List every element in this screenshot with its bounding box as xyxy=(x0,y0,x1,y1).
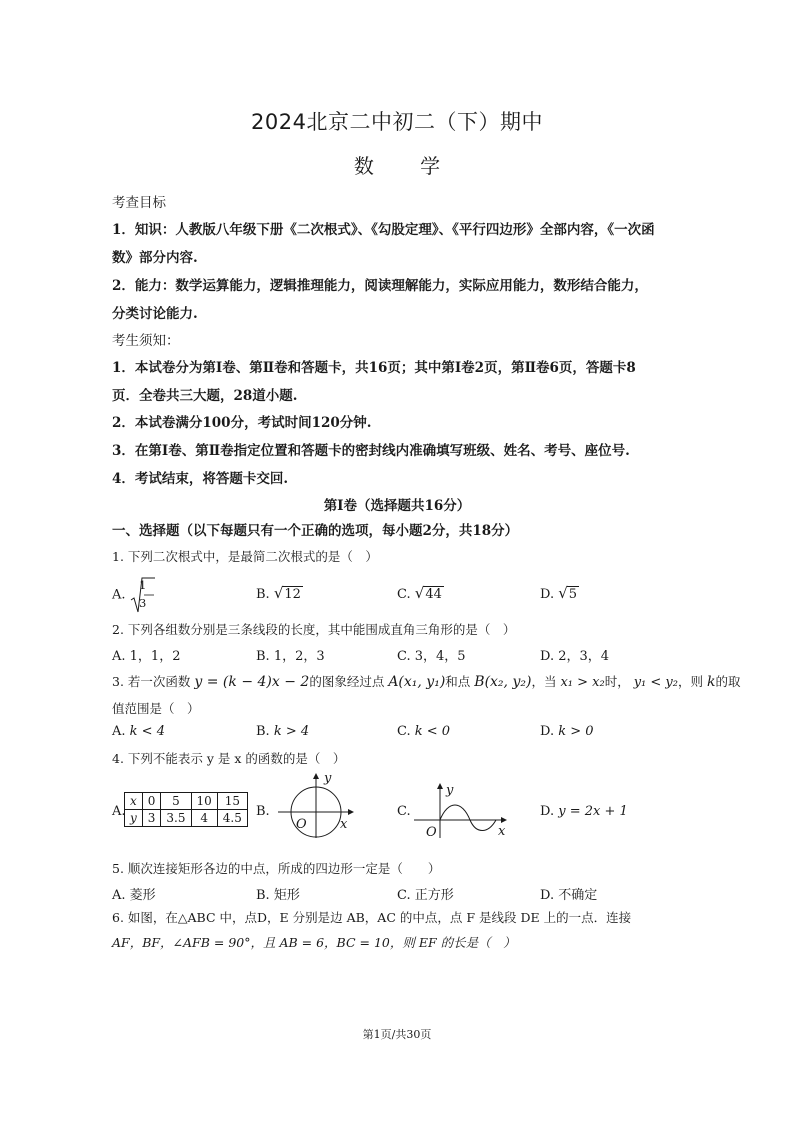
q3-text-g: 的取 xyxy=(715,674,741,689)
q3-text-b: 的图象经过点 xyxy=(309,674,385,689)
q4-b-origin-label: O xyxy=(296,817,307,832)
table-cell: 0 xyxy=(142,793,161,810)
q4-a-label[interactable]: A. xyxy=(112,804,126,819)
q3-function: y = (k − 4)x − 2 xyxy=(194,674,310,690)
q2-stem: 2. 下列各组数分别是三条线段的长度，其中能围成直角三角形的是（ ） xyxy=(112,622,516,637)
q3-b-expr: k > 4 xyxy=(273,724,310,739)
q1-option-c[interactable] xyxy=(397,584,444,602)
goal-2-line-b: 分类讨论能力. xyxy=(112,306,198,322)
table-row xyxy=(125,793,248,810)
q3-d-expr: k > 0 xyxy=(558,724,594,739)
table-row xyxy=(125,810,248,827)
q1-stem: 1. 下列二次根式中，是最简二次根式的是（ ） xyxy=(112,549,378,564)
page-title: 2024北京二中初二（下）期中 xyxy=(251,110,543,134)
goals-heading: 考查目标 xyxy=(112,195,166,211)
q2-option-a[interactable]: A. 1，1，2 xyxy=(112,649,181,664)
part-title: 第Ⅰ卷（选择题共16分） xyxy=(323,498,471,514)
q3-c-label: C. xyxy=(397,724,411,739)
q3-text-c: 和点 xyxy=(445,674,471,689)
q1-d-radical-icon: √ xyxy=(558,584,568,602)
q4-option-d[interactable] xyxy=(540,804,628,819)
goal-1-line-b: 数》部分内容. xyxy=(112,250,198,266)
q5-option-c[interactable]: C. 正方形 xyxy=(397,888,454,903)
q3-point-a: A(x₁, y₁) xyxy=(388,674,446,690)
notice-2: 2．本试卷满分100分，考试时间120分钟. xyxy=(112,415,372,431)
q3-condition-y: y₁ < y₂ xyxy=(633,675,678,690)
q5-stem: 5. 顺次连接矩形各边的中点，所成的四边形一定是（ ） xyxy=(112,861,441,876)
q1-a-denominator: 3 xyxy=(139,596,147,610)
q6-stem-line-1: 6. 如图，在△ABC 中，点D，E 分别是边 AB，AC 的中点，点 F 是线段 DE 上的一点．连接 xyxy=(112,910,632,925)
q1-c-radical-icon: √ xyxy=(414,584,425,602)
q3-option-c[interactable] xyxy=(397,724,450,739)
notice-3: 3．在第Ⅰ卷、第Ⅱ卷指定位置和答题卡的密封线内准确填写班级、姓名、考号、座位号. xyxy=(112,443,630,459)
q4-b-x-label: x xyxy=(340,817,348,832)
table-cell: 3.5 xyxy=(161,810,191,827)
q4-b-circle-graph xyxy=(268,770,358,840)
table-cell: 4 xyxy=(191,810,217,827)
q4-c-wave-graph xyxy=(410,778,510,840)
notice-heading: 考生须知： xyxy=(112,333,180,349)
q2-option-b[interactable]: B. 1，2，3 xyxy=(256,649,325,664)
q5-option-d[interactable]: D. 不确定 xyxy=(540,888,598,903)
q2-option-d[interactable]: D. 2，3，4 xyxy=(540,649,610,664)
q3-option-d[interactable] xyxy=(540,724,594,739)
q5-option-b[interactable]: B. 矩形 xyxy=(256,888,300,903)
goal-2-line-a: 2．能力：数学运算能力，逻辑推理能力，阅读理解能力，实际应用能力，数形结合能力， xyxy=(112,278,648,294)
q3-text-f: ，则 xyxy=(677,674,703,689)
q1-b-radical-icon: √ xyxy=(273,584,284,602)
q6-stem-line-2: AF，BF，∠AFB = 90°，且 AB = 6，BC = 10，则 EF 的长是（ ） xyxy=(112,935,516,950)
q3-variable: k xyxy=(706,674,716,690)
q3-d-label: D. xyxy=(540,724,555,739)
q3-option-b[interactable] xyxy=(256,724,309,739)
q4-c-label[interactable]: C. xyxy=(397,804,411,819)
q4-a-table-wrap xyxy=(124,792,248,827)
q1-option-d[interactable] xyxy=(540,584,579,602)
q3-a-label: A. xyxy=(112,724,126,739)
q1-d-label: D. xyxy=(540,587,555,602)
q3-point-b: B(x₂, y₂) xyxy=(474,674,532,690)
q3-text-d: ，当 xyxy=(531,674,557,689)
q3-text-a: 3. 若一次函数 xyxy=(112,674,191,689)
notice-1-line-a: 1．本试卷分为第Ⅰ卷、第Ⅱ卷和答题卡，共16页；其中第Ⅰ卷2页，第Ⅱ卷6页，答题卡8 xyxy=(112,360,636,376)
section-heading: 一、选择题（以下每题只有一个正确的选项，每小题2分，共18分） xyxy=(112,523,519,539)
page-footer: 第1页/共30页 xyxy=(362,1028,432,1041)
q1-c-label: C. xyxy=(397,587,411,602)
q4-a-table xyxy=(124,792,248,827)
q3-c-expr: k < 0 xyxy=(414,724,451,739)
table-cell: 5 xyxy=(161,793,191,810)
q1-b-label: B. xyxy=(256,587,270,602)
q1-option-a[interactable] xyxy=(112,576,156,614)
table-cell: 15 xyxy=(217,793,247,810)
q4-d-label: D. xyxy=(540,804,555,819)
subject-title: 数 学 xyxy=(353,154,441,178)
q3-text-e: 时， xyxy=(604,674,630,689)
q4-stem: 4. 下列不能表示 y 是 x 的函数的是（ ） xyxy=(112,751,346,766)
q1-a-numerator: 1 xyxy=(139,578,147,592)
q3-stem-line-1 xyxy=(112,672,740,690)
table-cell: y xyxy=(130,811,137,825)
table-cell: x xyxy=(130,794,137,808)
q1-c-radicand: 44 xyxy=(425,587,442,602)
q4-c-x-label: x xyxy=(498,824,506,839)
q3-stem-line-2: 值范围是（ ） xyxy=(112,701,200,716)
table-cell: 10 xyxy=(191,793,217,810)
q3-option-a[interactable] xyxy=(112,724,165,739)
goal-1-line-a: 1．知识：人教版八年级下册《二次根式》、《勾股定理》、《平行四边形》全部内容，《一次函 xyxy=(112,222,655,238)
table-cell: 3 xyxy=(142,810,161,827)
q1-a-label: A. xyxy=(112,587,126,603)
notice-1-line-b: 页．全卷共三大题，28道小题. xyxy=(112,388,298,404)
q4-c-y-label: y xyxy=(446,783,454,798)
q5-option-a[interactable]: A. 菱形 xyxy=(112,888,156,903)
notice-4: 4．考试结束，将答题卡交回. xyxy=(112,471,289,487)
q1-b-radicand: 12 xyxy=(284,587,301,602)
q3-condition-x: x₁ > x₂ xyxy=(560,675,605,690)
q4-c-origin-label: O xyxy=(426,825,437,840)
table-cell: 4.5 xyxy=(217,810,247,827)
q4-d-expr: y = 2x + 1 xyxy=(558,804,628,819)
q1-option-b[interactable] xyxy=(256,584,303,602)
q1-d-radicand: 5 xyxy=(568,587,578,602)
q2-option-c[interactable]: C. 3，4，5 xyxy=(397,649,466,664)
q3-b-label: B. xyxy=(256,724,270,739)
q4-b-y-label: y xyxy=(324,771,332,786)
q4-b-label[interactable]: B. xyxy=(256,804,270,819)
q3-a-expr: k < 4 xyxy=(129,724,165,739)
